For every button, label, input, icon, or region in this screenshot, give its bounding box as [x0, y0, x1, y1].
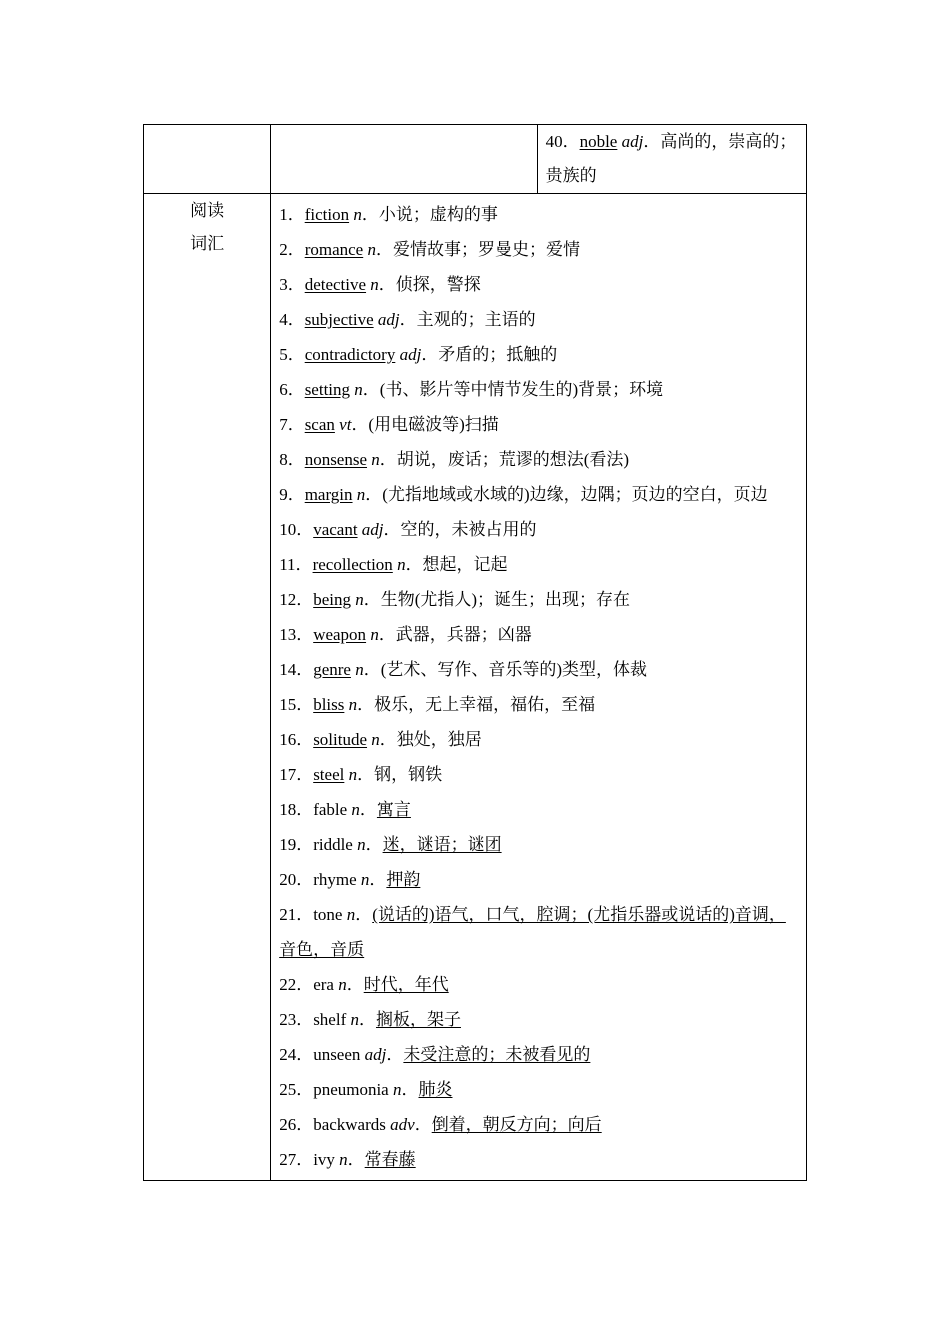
- entry-number: 6．: [279, 380, 305, 399]
- entry-meaning: ．高尚的，崇高的；贵族的: [545, 132, 797, 185]
- entry-pos: n: [350, 1010, 359, 1029]
- entry-dot: ．: [347, 1150, 365, 1169]
- section-label-cell: [144, 194, 271, 1181]
- entry-number: 9．: [279, 485, 305, 504]
- entry-word: tone: [313, 905, 343, 924]
- entry-dot: ．: [358, 1010, 376, 1029]
- entry-pos: adj: [399, 345, 422, 364]
- entry-pos: adv: [390, 1115, 415, 1134]
- entry-pos: n: [338, 975, 347, 994]
- entry-pos: n: [367, 240, 376, 259]
- entry-word: subjective: [304, 310, 374, 329]
- entry-40-cell: [537, 125, 806, 194]
- vocab-entry-list: [271, 194, 806, 1180]
- table-row-top: [144, 125, 807, 194]
- entry-meaning: ．主观的；主语的: [399, 310, 536, 329]
- entry-pos: n: [360, 870, 370, 889]
- entry-meaning: ．(书、影片等中情节发生的)背景；环境: [362, 380, 664, 399]
- vocab-answer-entry: [279, 967, 798, 1002]
- entry-number: 24．: [279, 1045, 314, 1064]
- entry-word: contradictory: [304, 345, 396, 364]
- entry-pos: adj: [361, 520, 384, 539]
- vocab-entry: [279, 442, 798, 477]
- entry-word: solitude: [313, 730, 368, 749]
- entry-number: 14．: [279, 660, 314, 679]
- vocab-answer-entry: [279, 1037, 798, 1072]
- vocab-entry: [279, 267, 798, 302]
- vocab-answer-entry: [279, 1072, 798, 1107]
- entry-answer: 常春藤: [364, 1150, 416, 1169]
- entry-answer: 搁板，架子: [375, 1010, 461, 1029]
- entry-word: bliss: [313, 695, 345, 714]
- entry-answer: 押韵: [386, 870, 421, 889]
- entry-word: nonsense: [304, 450, 368, 469]
- entry-number: 23．: [279, 1010, 314, 1029]
- entry-number: 21．: [279, 905, 314, 924]
- entry-number: 11．: [279, 555, 313, 574]
- entry-pos: n: [392, 1080, 402, 1099]
- entry-number: 17．: [279, 765, 314, 784]
- entry-number: 13．: [279, 625, 314, 644]
- entry-pos: n: [370, 625, 379, 644]
- entry-word: detective: [304, 275, 367, 294]
- entry-dot: ．: [355, 905, 373, 924]
- entry-pos: n: [355, 660, 364, 679]
- entry-meaning: ．独处，独居: [379, 730, 482, 749]
- entries-cell: [271, 194, 807, 1181]
- entry-number: 27．: [279, 1150, 314, 1169]
- entry-word: backwards: [313, 1115, 386, 1134]
- vocab-answer-entry: [279, 1142, 798, 1177]
- vocab-entry: [279, 757, 798, 792]
- entry-number: 5．: [279, 345, 305, 364]
- entry-meaning: ．极乐，无上幸福，福佑，至福: [357, 695, 596, 714]
- empty-middle-cell: [271, 125, 537, 194]
- entry-pos: n: [353, 205, 362, 224]
- entry-answer: 肺炎: [418, 1080, 453, 1099]
- vocab-entry: [279, 582, 798, 617]
- entry-number: 20．: [279, 870, 314, 889]
- entry-dot: ．: [414, 1115, 432, 1134]
- entry-meaning: ．胡说，废话；荒谬的想法(看法): [379, 450, 630, 469]
- entry-word: steel: [313, 765, 345, 784]
- entry-word: setting: [304, 380, 351, 399]
- entry-pos: n: [371, 450, 380, 469]
- entry-word: era: [313, 975, 334, 994]
- entry-number: 10．: [279, 520, 314, 539]
- entry-meaning: ．钢，钢铁: [357, 765, 443, 784]
- vocabulary-table: [143, 124, 807, 1181]
- vocab-answer-entry: [279, 827, 798, 862]
- entry-pos: vt: [339, 415, 352, 434]
- entry-pos: n: [348, 765, 358, 784]
- entry-answer: 倒着，朝反方向；向后: [431, 1115, 602, 1134]
- entry-word: margin: [304, 485, 353, 504]
- entry-word: vacant: [313, 520, 358, 539]
- vocab-answer-entry: [279, 897, 798, 967]
- entry-pos: n: [354, 380, 363, 399]
- entry-number: 8．: [279, 450, 305, 469]
- entry-number: 19．: [279, 835, 314, 854]
- entry-dot: ．: [346, 975, 364, 994]
- vocab-entry: [279, 337, 798, 372]
- vocab-entry: [279, 197, 798, 232]
- entry-meaning: ．武器，兵器；凶器: [378, 625, 532, 644]
- entry-answer: 寓言: [376, 800, 411, 819]
- entry-word: recollection: [312, 555, 393, 574]
- entry-number: 1．: [279, 205, 305, 224]
- entry-pos: adj: [364, 1045, 387, 1064]
- vocab-entry: [279, 652, 798, 687]
- entry-pos: n: [370, 275, 379, 294]
- entry-number: 12．: [279, 590, 314, 609]
- vocab-answer-entry: [279, 1107, 798, 1142]
- entry-answer: 时代，年代: [363, 975, 449, 994]
- entry-word: genre: [313, 660, 351, 679]
- vocab-answer-entry: [279, 862, 798, 897]
- entry-pos: n: [371, 730, 380, 749]
- entry-word: unseen: [313, 1045, 361, 1064]
- entry-pos: adj: [377, 310, 400, 329]
- vocab-entry: [279, 232, 798, 267]
- entry-word: fiction: [304, 205, 350, 224]
- entry-word: scan: [304, 415, 335, 434]
- entry-meaning: ．(尤指地域或水域的)边缘，边隅；页边的空白，页边: [365, 485, 768, 504]
- entry-dot: ．: [359, 800, 377, 819]
- vocab-entry: [279, 617, 798, 652]
- entry-dot: ．: [401, 1080, 419, 1099]
- entry-word: romance: [304, 240, 364, 259]
- entry-dot: ．: [369, 870, 387, 889]
- entry-meaning: ．生物(尤指人)；诞生；出现；存在: [363, 590, 631, 609]
- entry-word: noble: [579, 132, 618, 151]
- entry-word: weapon: [313, 625, 367, 644]
- entry-word: pneumonia: [313, 1080, 389, 1099]
- entry-number: 22．: [279, 975, 314, 994]
- entry-number: 25．: [279, 1080, 314, 1099]
- table-row-reading-vocab: [144, 194, 807, 1181]
- vocab-entry: [279, 547, 798, 582]
- entry-word: ivy: [313, 1150, 335, 1169]
- entry-word: fable: [313, 800, 348, 819]
- entry-meaning: ．(用电磁波等)扫描: [351, 415, 499, 434]
- entry-number: 26．: [279, 1115, 314, 1134]
- vocab-entry: [279, 687, 798, 722]
- vocab-entry: [279, 302, 798, 337]
- entry-word: riddle: [313, 835, 353, 854]
- vocab-entry: [279, 722, 798, 757]
- entry-pos: adj: [621, 132, 644, 151]
- entry-pos: n: [346, 905, 356, 924]
- entry-word: rhyme: [313, 870, 357, 889]
- entry-pos: n: [356, 485, 366, 504]
- entry-answer: (说话的)语气，口气，腔调；(尤指乐器或说话的)音调，音色，音质: [279, 905, 786, 959]
- entry-number: 4．: [279, 310, 305, 329]
- entry-meaning: ．空的，未被占用的: [383, 520, 537, 539]
- entry-meaning: ．爱情故事；罗曼史；爱情: [375, 240, 580, 259]
- entry-meaning: ．侦探，警探: [378, 275, 481, 294]
- section-label-line1: 阅读: [190, 201, 225, 220]
- entry-meaning: ．矛盾的；抵触的: [421, 345, 558, 364]
- entry-number: 2．: [279, 240, 305, 259]
- entry-pos: n: [357, 835, 366, 854]
- vocab-entry: [279, 512, 798, 547]
- vocab-entry: [538, 125, 806, 193]
- vocab-entry: [279, 407, 798, 442]
- entry-answer: 未受注意的；未被看见的: [403, 1045, 591, 1064]
- entry-dot: ．: [386, 1045, 404, 1064]
- entry-number: 7．: [279, 415, 305, 434]
- entry-number: 18．: [279, 800, 314, 819]
- entry-pos: n: [339, 1150, 348, 1169]
- entry-meaning: ．(艺术、写作、音乐等的)类型，体裁: [363, 660, 648, 679]
- entry-pos: n: [397, 555, 406, 574]
- entry-number: 15．: [279, 695, 314, 714]
- entry-number: 16．: [279, 730, 314, 749]
- vocab-entry: [279, 477, 798, 512]
- empty-label-cell: [144, 125, 271, 194]
- entry-pos: n: [355, 590, 364, 609]
- vocab-answer-entry: [279, 792, 798, 827]
- entry-meaning: ．小说；虚构的事: [361, 205, 498, 224]
- entry-answer: 迷，谜语；谜团: [382, 835, 502, 854]
- entry-word: shelf: [313, 1010, 347, 1029]
- entry-pos: n: [348, 695, 358, 714]
- entry-number: 40．: [545, 132, 580, 151]
- entry-pos: n: [351, 800, 360, 819]
- vocab-entry: [279, 372, 798, 407]
- entry-word: being: [313, 590, 351, 609]
- vocab-answer-entry: [279, 1002, 798, 1037]
- section-label-line2: 词汇: [190, 234, 225, 253]
- entry-meaning: ．想起，记起: [405, 555, 508, 574]
- vocabulary-page: [143, 124, 807, 1181]
- entry-dot: ．: [365, 835, 383, 854]
- entry-number: 3．: [279, 275, 305, 294]
